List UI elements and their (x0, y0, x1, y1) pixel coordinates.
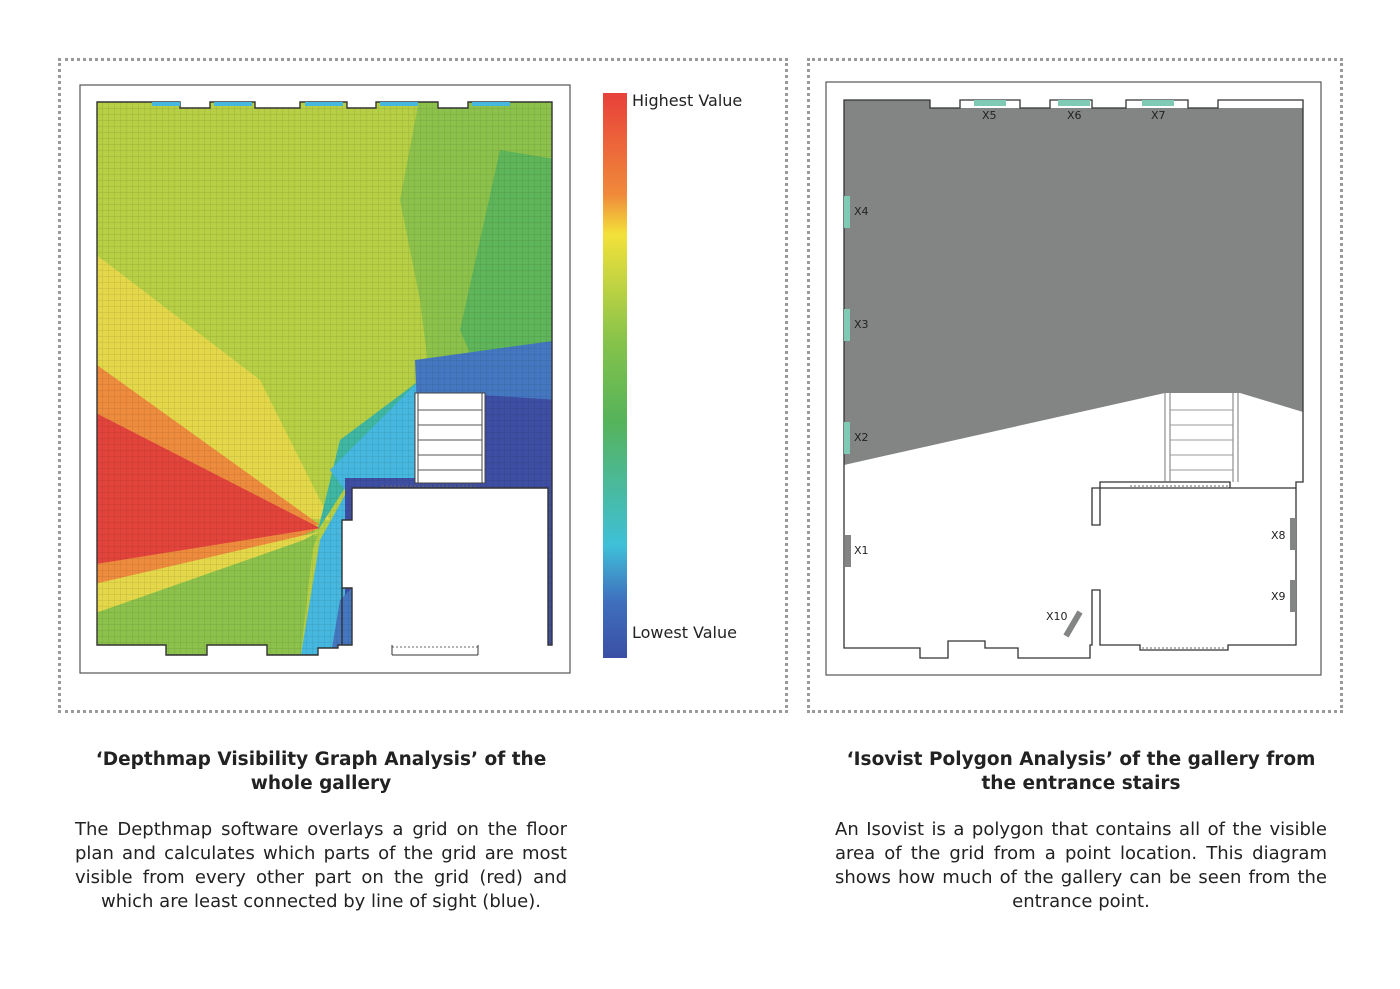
marker-label-x1: X1 (854, 544, 869, 557)
caption-depthmap-title: ‘Depthmap Visibility Graph Analysis’ of the whole gallery (95, 749, 547, 794)
marker-label-x7: X7 (1151, 109, 1166, 122)
marker-x2 (844, 422, 850, 454)
marker-label-x5: X5 (982, 109, 997, 122)
marker-x4 (844, 196, 850, 228)
caption-isovist (835, 748, 1327, 914)
marker-x9 (1290, 580, 1296, 612)
marker-x6 (1058, 100, 1090, 106)
marker-label-x4: X4 (854, 205, 869, 218)
marker-label-x2: X2 (854, 431, 869, 444)
marker-x5 (974, 100, 1006, 106)
marker-x3 (844, 309, 850, 341)
marker-label-x3: X3 (854, 318, 869, 331)
caption-isovist-title: ‘Isovist Polygon Analysis’ of the gallery from the entrance stairs (846, 749, 1316, 794)
marker-label-x10: X10 (1046, 610, 1068, 623)
marker-x1 (845, 535, 851, 567)
marker-label-x9: X9 (1271, 590, 1286, 603)
marker-label-x8: X8 (1271, 529, 1286, 542)
marker-label-x6: X6 (1067, 109, 1082, 122)
caption-depthmap-body: The Depthmap software overlays a grid on the floor plan and calculates which parts of the grid are most visible from every other part on the grid (red) and which are least connected by line of sight (blue). (75, 819, 567, 912)
legend-low-label: Lowest Value (632, 623, 737, 642)
marker-x7 (1142, 100, 1174, 106)
caption-isovist-body: An Isovist is a polygon that contains all of the visible area of the grid from a point location. This diagram shows how much of the gallery can be seen from the entrance point. (835, 819, 1327, 912)
caption-depthmap (75, 748, 567, 914)
legend-high-label: Highest Value (632, 91, 743, 110)
marker-x8 (1290, 518, 1296, 550)
